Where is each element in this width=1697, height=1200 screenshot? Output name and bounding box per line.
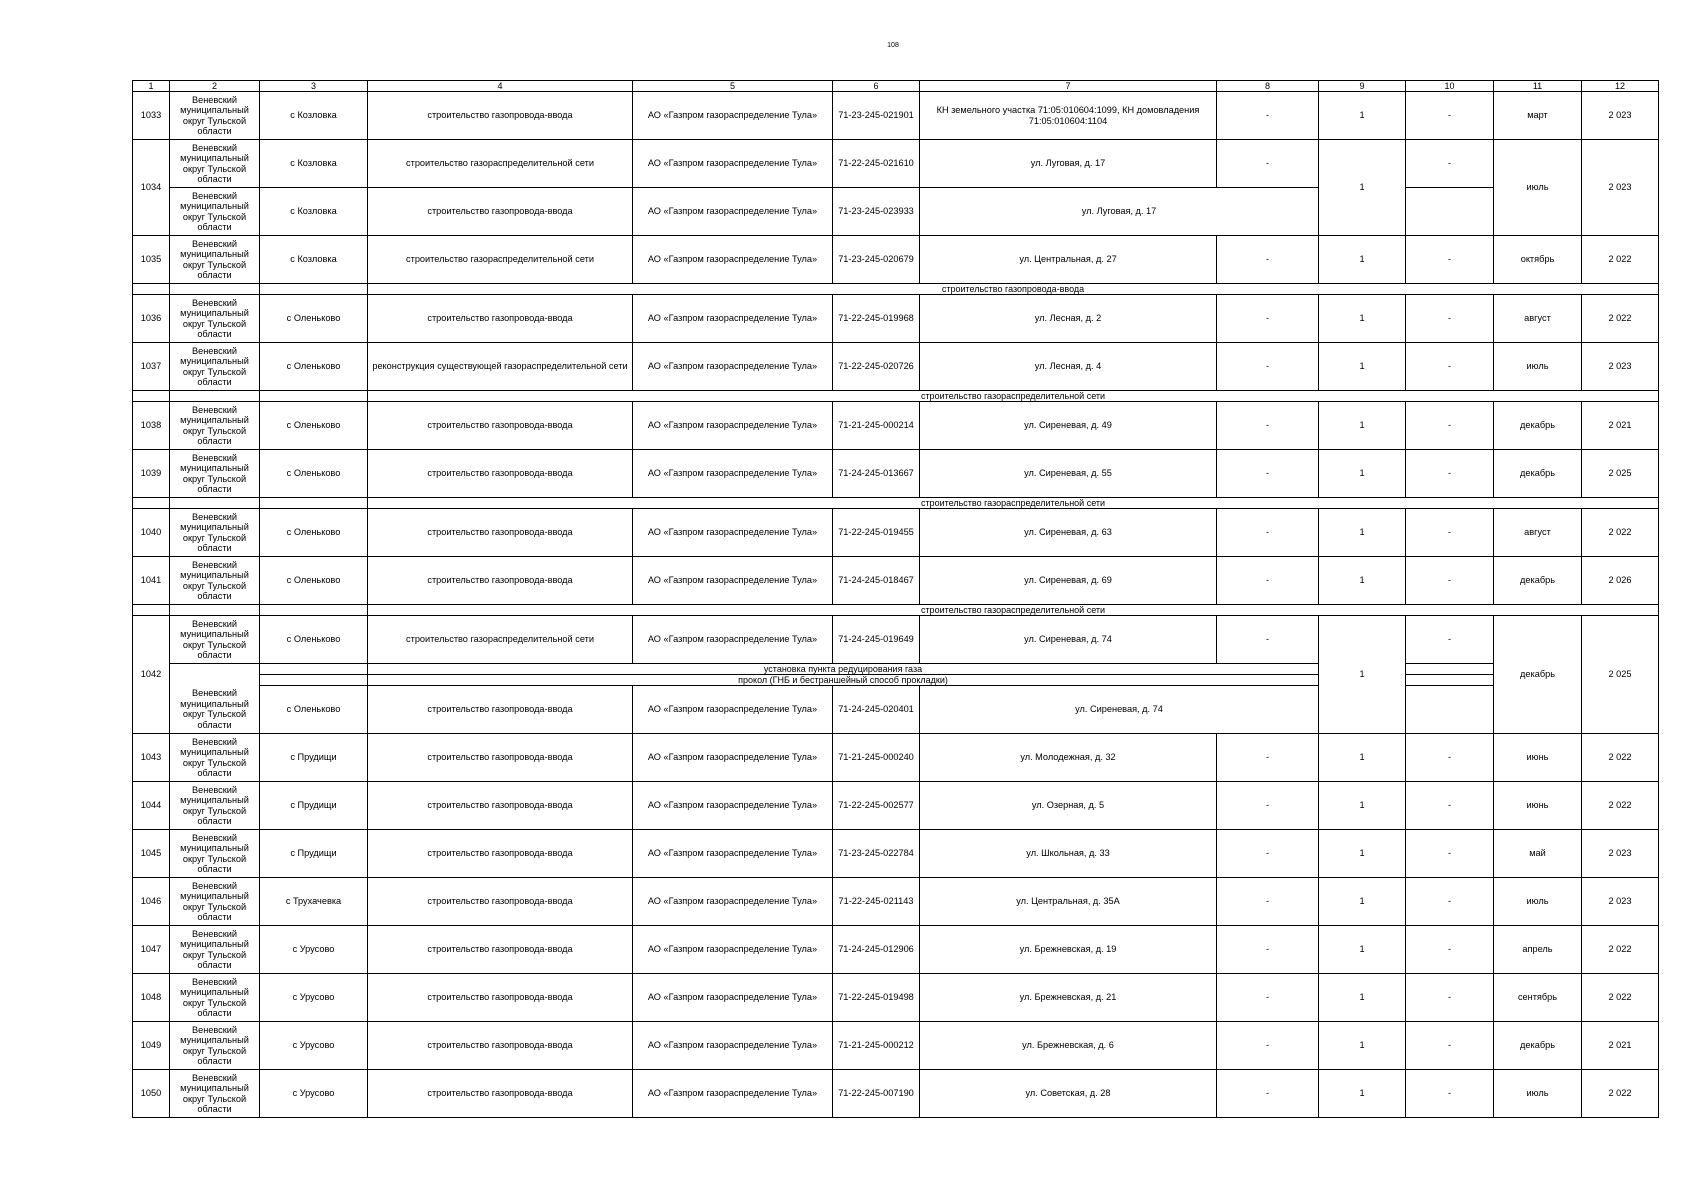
col9-cell: 1 [1319, 509, 1406, 557]
address-cell: ул. Луговая, д. 17 [920, 188, 1319, 236]
work-type-cell: строительство газораспределительной сети [368, 616, 633, 664]
table-row [133, 878, 1659, 926]
work-type-cell: реконструкция существующей газораспределительной сети [368, 343, 633, 391]
year-cell: 2 025 [1582, 450, 1659, 498]
col8-cell: - [1217, 557, 1319, 605]
sub-item-row [133, 664, 1659, 675]
request-code-cell: 71-22-245-019455 [833, 509, 920, 557]
col9-cell: 1 [1319, 782, 1406, 830]
row-number: 1036 [133, 295, 170, 343]
address-cell: ул. Луговая, д. 17 [920, 140, 1217, 188]
address-cell: ул. Сиреневая, д. 63 [920, 509, 1217, 557]
table-row [133, 236, 1659, 284]
section-label: строительство газораспределительной сети [368, 498, 1659, 509]
col8-cell: - [1217, 974, 1319, 1022]
settlement-cell: с Прудищи [260, 734, 368, 782]
table-row [133, 1022, 1659, 1070]
address-cell: ул. Озерная, д. 5 [920, 782, 1217, 830]
year-cell: 2 022 [1582, 734, 1659, 782]
col8-cell: - [1217, 782, 1319, 830]
col10-cell: - [1406, 782, 1494, 830]
col10-cell: - [1406, 878, 1494, 926]
row-number: 1043 [133, 734, 170, 782]
address-cell: ул. Брежневская, д. 21 [920, 974, 1217, 1022]
request-code-cell: 71-21-245-000214 [833, 402, 920, 450]
request-code-cell: 71-24-245-012906 [833, 926, 920, 974]
col10-cell: - [1406, 140, 1494, 188]
row-number: 1039 [133, 450, 170, 498]
col10-cell: - [1406, 926, 1494, 974]
work-type-cell: строительство газопровода-ввода [368, 509, 633, 557]
organization-cell: АО «Газпром газораспределение Тула» [633, 926, 833, 974]
col9-cell: 1 [1319, 557, 1406, 605]
settlement-cell: с Козловка [260, 236, 368, 284]
address-cell: ул. Лесная, д. 4 [920, 343, 1217, 391]
row-number: 1041 [133, 557, 170, 605]
col10-cell: - [1406, 509, 1494, 557]
settlement-cell: с Урусово [260, 1070, 368, 1118]
table-row [133, 782, 1659, 830]
work-type-cell: строительство газопровода-ввода [368, 1022, 633, 1070]
month-cell: июнь [1494, 734, 1582, 782]
request-code-cell: 71-22-245-019968 [833, 295, 920, 343]
table-row [133, 295, 1659, 343]
settlement-cell: с Оленьково [260, 295, 368, 343]
organization-cell: АО «Газпром газораспределение Тула» [633, 1022, 833, 1070]
address-cell: ул. Лесная, д. 2 [920, 295, 1217, 343]
organization-cell: АО «Газпром газораспределение Тула» [633, 1070, 833, 1118]
col9-cell: 1 [1319, 734, 1406, 782]
row-number: 1038 [133, 402, 170, 450]
section-separator-row [133, 391, 1659, 402]
table-row [133, 1070, 1659, 1118]
month-cell: декабрь [1494, 402, 1582, 450]
request-code-cell: 71-22-245-007190 [833, 1070, 920, 1118]
col10-cell: - [1406, 1022, 1494, 1070]
col10-cell: - [1406, 1070, 1494, 1118]
address-cell: ул. Сиреневая, д. 69 [920, 557, 1217, 605]
district-cell: Веневский муниципальный округ Тульской области [170, 1022, 260, 1070]
col10-cell: - [1406, 343, 1494, 391]
year-cell: 2 026 [1582, 557, 1659, 605]
address-cell: ул. Брежневская, д. 19 [920, 926, 1217, 974]
organization-cell: АО «Газпром газораспределение Тула» [633, 450, 833, 498]
organization-cell: АО «Газпром газораспределение Тула» [633, 140, 833, 188]
col10-cell: - [1406, 734, 1494, 782]
organization-cell: АО «Газпром газораспределение Тула» [633, 830, 833, 878]
settlement-cell: с Оленьково [260, 509, 368, 557]
organization-cell: АО «Газпром газораспределение Тула» [633, 188, 833, 236]
col8-cell: - [1217, 830, 1319, 878]
settlement-cell: с Оленьково [260, 343, 368, 391]
sub-item-label: установка пункта редуцирования газа [368, 664, 1319, 675]
row-number: 1050 [133, 1070, 170, 1118]
work-type-cell: строительство газопровода-ввода [368, 450, 633, 498]
col10-cell: - [1406, 295, 1494, 343]
header-cell: 5 [633, 81, 833, 92]
col9-cell: 1 [1319, 830, 1406, 878]
col9-cell: 1 [1319, 1022, 1406, 1070]
work-type-cell: строительство газопровода-ввода [368, 1070, 633, 1118]
col9-cell: 1 [1319, 926, 1406, 974]
col8-cell: - [1217, 1070, 1319, 1118]
col8-cell: - [1217, 1022, 1319, 1070]
table-row [133, 450, 1659, 498]
organization-cell: АО «Газпром газораспределение Тула» [633, 509, 833, 557]
row-number: 1046 [133, 878, 170, 926]
month-cell: июль [1494, 878, 1582, 926]
work-type-cell: строительство газопровода-ввода [368, 974, 633, 1022]
request-code-cell: 71-23-245-022784 [833, 830, 920, 878]
header-cell: 8 [1217, 81, 1319, 92]
table-row [133, 926, 1659, 974]
organization-cell: АО «Газпром газораспределение Тула» [633, 616, 833, 664]
district-cell: Веневский муниципальный округ Тульской области [170, 974, 260, 1022]
header-cell: 9 [1319, 81, 1406, 92]
request-code-cell: 71-21-245-000212 [833, 1022, 920, 1070]
work-type-cell: строительство газопровода-ввода [368, 878, 633, 926]
address-cell: ул. Брежневская, д. 6 [920, 1022, 1217, 1070]
year-cell: 2 021 [1582, 402, 1659, 450]
district-cell: Веневский муниципальный округ Тульской области [170, 188, 260, 236]
address-cell: ул. Школьная, д. 33 [920, 830, 1217, 878]
col9-cell: 1 [1319, 402, 1406, 450]
district-cell: Веневский муниципальный округ Тульской области [170, 616, 260, 664]
row-number: 1040 [133, 509, 170, 557]
settlement-cell: с Козловка [260, 92, 368, 140]
work-type-cell: строительство газораспределительной сети [368, 236, 633, 284]
settlement-cell: с Урусово [260, 926, 368, 974]
organization-cell: АО «Газпром газораспределение Тула» [633, 236, 833, 284]
col9-cell: 1 [1319, 92, 1406, 140]
year-cell: 2 022 [1582, 509, 1659, 557]
district-cell: Веневский муниципальный округ Тульской области [170, 830, 260, 878]
col10-cell: - [1406, 557, 1494, 605]
col8-cell: - [1217, 926, 1319, 974]
district-cell: Веневский муниципальный округ Тульской области [170, 343, 260, 391]
col8-cell: - [1217, 878, 1319, 926]
section-label: строительство газораспределительной сети [368, 391, 1659, 402]
settlement-cell: с Оленьково [260, 450, 368, 498]
district-cell: Веневский муниципальный округ Тульской области [170, 450, 260, 498]
month-cell: июль [1494, 140, 1582, 236]
row-number: 1048 [133, 974, 170, 1022]
request-code-cell: 71-22-245-021143 [833, 878, 920, 926]
section-separator-row [133, 284, 1659, 295]
header-cell: 6 [833, 81, 920, 92]
year-cell: 2 023 [1582, 830, 1659, 878]
year-cell: 2 023 [1582, 140, 1659, 236]
address-cell: ул. Советская, д. 28 [920, 1070, 1217, 1118]
table-row [133, 92, 1659, 140]
month-cell: май [1494, 830, 1582, 878]
request-code-cell: 71-24-245-018467 [833, 557, 920, 605]
col10-cell: - [1406, 974, 1494, 1022]
work-type-cell: строительство газопровода-ввода [368, 782, 633, 830]
request-code-cell: 71-24-245-013667 [833, 450, 920, 498]
request-code-cell: 71-22-245-019498 [833, 974, 920, 1022]
col9-cell: 1 [1319, 236, 1406, 284]
month-cell: сентябрь [1494, 974, 1582, 1022]
settlement-cell: с Козловка [260, 188, 368, 236]
col8-cell: - [1217, 140, 1319, 188]
organization-cell: АО «Газпром газораспределение Тула» [633, 402, 833, 450]
request-code-cell: 71-22-245-002577 [833, 782, 920, 830]
address-cell: ул. Центральная, д. 27 [920, 236, 1217, 284]
col8-cell: - [1217, 450, 1319, 498]
request-code-cell: 71-23-245-021901 [833, 92, 920, 140]
month-cell: июль [1494, 1070, 1582, 1118]
table-row [133, 509, 1659, 557]
work-type-cell: строительство газопровода-ввода [368, 188, 633, 236]
address-cell: ул. Сиреневая, д. 55 [920, 450, 1217, 498]
row-number: 1042 [133, 616, 170, 734]
address-cell: ул. Центральная, д. 35А [920, 878, 1217, 926]
row-number: 1033 [133, 92, 170, 140]
district-cell: Веневский муниципальный округ Тульской области [170, 734, 260, 782]
table-row [133, 974, 1659, 1022]
table-row [133, 734, 1659, 782]
section-separator-row [133, 605, 1659, 616]
year-cell: 2 022 [1582, 974, 1659, 1022]
col10-cell [1406, 686, 1494, 734]
row-number: 1037 [133, 343, 170, 391]
table-row [133, 343, 1659, 391]
organization-cell: АО «Газпром газораспределение Тула» [633, 734, 833, 782]
request-code-cell: 71-21-245-000240 [833, 734, 920, 782]
request-code-cell: 71-23-245-020679 [833, 236, 920, 284]
col10-cell: - [1406, 402, 1494, 450]
settlement-cell: с Оленьково [260, 616, 368, 664]
organization-cell: АО «Газпром газораспределение Тула» [633, 295, 833, 343]
year-cell: 2 023 [1582, 343, 1659, 391]
request-code-cell: 71-22-245-021610 [833, 140, 920, 188]
organization-cell: АО «Газпром газораспределение Тула» [633, 782, 833, 830]
header-cell: 10 [1406, 81, 1494, 92]
district-cell: Веневский муниципальный округ Тульской области [170, 140, 260, 188]
request-code-cell: 71-23-245-023933 [833, 188, 920, 236]
col9-cell: 1 [1319, 140, 1406, 236]
settlement-cell: с Оленьково [260, 402, 368, 450]
year-cell: 2 022 [1582, 1070, 1659, 1118]
col8-cell: - [1217, 295, 1319, 343]
row-number: 1045 [133, 830, 170, 878]
table-row [133, 616, 1659, 664]
organization-cell: АО «Газпром газораспределение Тула» [633, 878, 833, 926]
month-cell: август [1494, 509, 1582, 557]
year-cell: 2 022 [1582, 236, 1659, 284]
work-type-cell: строительство газопровода-ввода [368, 295, 633, 343]
table-row [133, 830, 1659, 878]
district-cell: Веневский муниципальный округ Тульской области [170, 878, 260, 926]
settlement-cell: с Прудищи [260, 782, 368, 830]
district-cell: Веневский муниципальный округ Тульской области [170, 557, 260, 605]
settlement-cell: с Оленьково [260, 557, 368, 605]
col9-cell: 1 [1319, 295, 1406, 343]
row-number: 1044 [133, 782, 170, 830]
settlement-cell: с Прудищи [260, 830, 368, 878]
month-cell: июль [1494, 343, 1582, 391]
work-type-cell: строительство газопровода-ввода [368, 734, 633, 782]
work-type-cell: строительство газопровода-ввода [368, 830, 633, 878]
district-cell: Веневский муниципальный округ Тульской области [170, 686, 260, 734]
address-cell: ул. Сиреневая, д. 74 [920, 686, 1319, 734]
col9-cell: 1 [1319, 1070, 1406, 1118]
col9-cell: 1 [1319, 450, 1406, 498]
col10-cell: - [1406, 92, 1494, 140]
col8-cell: - [1217, 92, 1319, 140]
month-cell: март [1494, 92, 1582, 140]
year-cell: 2 022 [1582, 295, 1659, 343]
address-cell: ул. Молодежная, д. 32 [920, 734, 1217, 782]
col8-cell: - [1217, 509, 1319, 557]
work-type-cell: строительство газопровода-ввода [368, 92, 633, 140]
column-number-header [133, 81, 1659, 92]
col10-cell: - [1406, 616, 1494, 664]
row-number: 1034 [133, 140, 170, 236]
address-cell: ул. Сиреневая, д. 74 [920, 616, 1217, 664]
month-cell: декабрь [1494, 557, 1582, 605]
organization-cell: АО «Газпром газораспределение Тула» [633, 974, 833, 1022]
year-cell: 2 025 [1582, 616, 1659, 734]
header-cell: 7 [920, 81, 1217, 92]
section-label: строительство газораспределительной сети [368, 605, 1659, 616]
col9-cell: 1 [1319, 974, 1406, 1022]
year-cell: 2 023 [1582, 878, 1659, 926]
organization-cell: АО «Газпром газораспределение Тула» [633, 92, 833, 140]
month-cell: декабрь [1494, 616, 1582, 734]
settlement-cell: с Урусово [260, 1022, 368, 1070]
work-type-cell: строительство газопровода-ввода [368, 402, 633, 450]
district-cell: Веневский муниципальный округ Тульской области [170, 926, 260, 974]
table-row [133, 140, 1659, 188]
header-cell: 3 [260, 81, 368, 92]
col10-cell: - [1406, 830, 1494, 878]
year-cell: 2 022 [1582, 782, 1659, 830]
gasification-table [132, 80, 1659, 1118]
col8-cell: - [1217, 402, 1319, 450]
request-code-cell: 71-24-245-020401 [833, 686, 920, 734]
row-number: 1035 [133, 236, 170, 284]
district-cell: Веневский муниципальный округ Тульской области [170, 236, 260, 284]
col10-cell [1406, 188, 1494, 236]
col8-cell: - [1217, 343, 1319, 391]
col10-cell: - [1406, 236, 1494, 284]
page-number: 108 [887, 42, 899, 49]
section-label: строительство газопровода-ввода [368, 284, 1659, 295]
request-code-cell: 71-22-245-020726 [833, 343, 920, 391]
request-code-cell: 71-24-245-019649 [833, 616, 920, 664]
header-cell: 12 [1582, 81, 1659, 92]
settlement-cell: с Урусово [260, 974, 368, 1022]
district-cell: Веневский муниципальный округ Тульской области [170, 509, 260, 557]
month-cell: август [1494, 295, 1582, 343]
settlement-cell: с Козловка [260, 140, 368, 188]
district-cell: Веневский муниципальный округ Тульской области [170, 402, 260, 450]
settlement-cell: с Трухачевка [260, 878, 368, 926]
work-type-cell: строительство газопровода-ввода [368, 926, 633, 974]
table-row [133, 402, 1659, 450]
organization-cell: АО «Газпром газораспределение Тула» [633, 557, 833, 605]
header-cell: 2 [170, 81, 260, 92]
header-cell: 11 [1494, 81, 1582, 92]
table-row [133, 686, 1659, 734]
month-cell: декабрь [1494, 450, 1582, 498]
year-cell: 2 022 [1582, 926, 1659, 974]
col8-cell: - [1217, 616, 1319, 664]
settlement-cell: с Оленьково [260, 686, 368, 734]
month-cell: октябрь [1494, 236, 1582, 284]
work-type-cell: строительство газопровода-ввода [368, 686, 633, 734]
address-cell: ул. Сиреневая, д. 49 [920, 402, 1217, 450]
work-type-cell: строительство газораспределительной сети [368, 140, 633, 188]
col9-cell: 1 [1319, 616, 1406, 734]
header-cell: 1 [133, 81, 170, 92]
address-cell: КН земельного участка 71:05:010604:1099, КН домовладения 71:05:010604:1104 [920, 92, 1217, 140]
col10-cell: - [1406, 450, 1494, 498]
col8-cell: - [1217, 734, 1319, 782]
month-cell: декабрь [1494, 1022, 1582, 1070]
sub-item-label: прокол (ГНБ и бестраншейный способ прокладки) [368, 675, 1319, 686]
organization-cell: АО «Газпром газораспределение Тула» [633, 686, 833, 734]
district-cell: Веневский муниципальный округ Тульской области [170, 782, 260, 830]
organization-cell: АО «Газпром газораспределение Тула» [633, 343, 833, 391]
col9-cell: 1 [1319, 343, 1406, 391]
month-cell: июнь [1494, 782, 1582, 830]
work-type-cell: строительство газопровода-ввода [368, 557, 633, 605]
district-cell: Веневский муниципальный округ Тульской области [170, 1070, 260, 1118]
table-row [133, 188, 1659, 236]
row-number: 1047 [133, 926, 170, 974]
district-cell: Веневский муниципальный округ Тульской области [170, 92, 260, 140]
table-row [133, 557, 1659, 605]
district-cell: Веневский муниципальный округ Тульской области [170, 295, 260, 343]
section-separator-row [133, 498, 1659, 509]
col9-cell: 1 [1319, 878, 1406, 926]
sub-item-row [133, 675, 1659, 686]
year-cell: 2 021 [1582, 1022, 1659, 1070]
header-cell: 4 [368, 81, 633, 92]
year-cell: 2 023 [1582, 92, 1659, 140]
month-cell: апрель [1494, 926, 1582, 974]
row-number: 1049 [133, 1022, 170, 1070]
col8-cell: - [1217, 236, 1319, 284]
